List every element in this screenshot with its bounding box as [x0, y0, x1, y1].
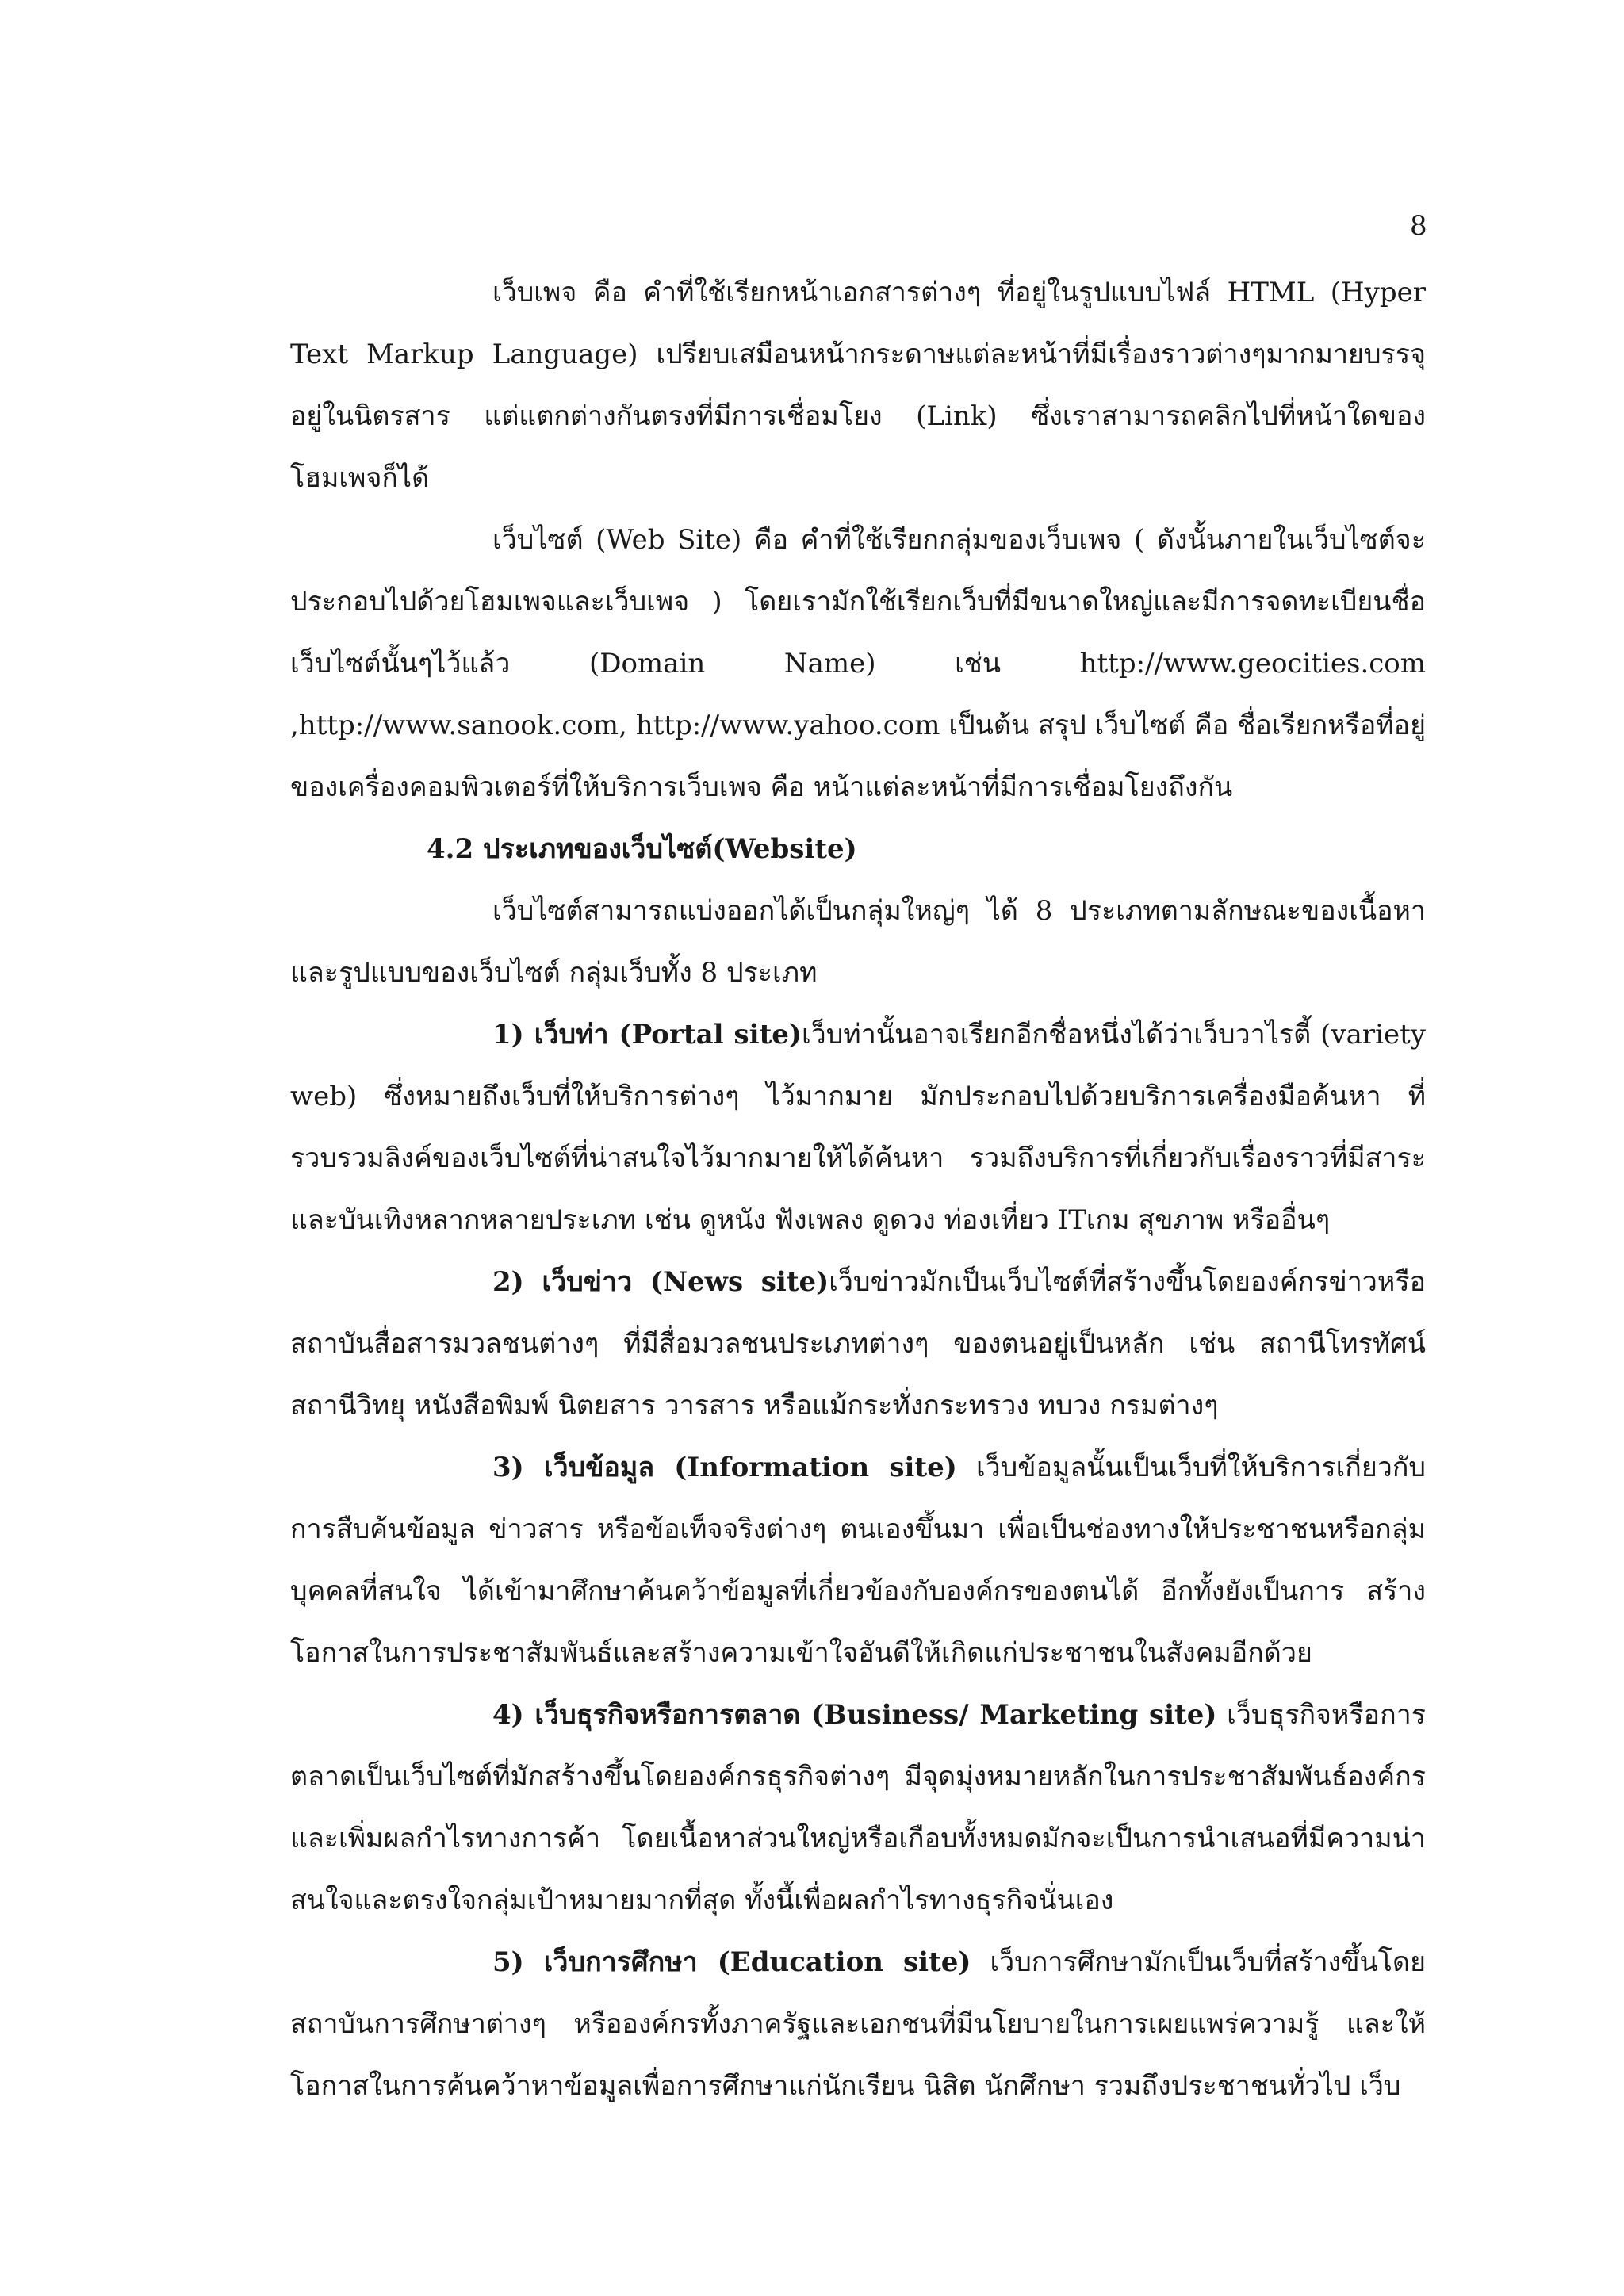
- page-number: 8: [1410, 210, 1427, 242]
- item-title: 2) เว็บข่าว (News site): [492, 1266, 829, 1298]
- paragraph-webpage-definition: เว็บเพจ คือ คำที่ใช้เรียกหน้าเอกสารต่างๆ ที่อยู่ในรูปแบบไฟล์ HTML (Hyper Text Markup Language) เปรียบเสมือนหน้ากระดาษแต่ละหน้าที่มีเรื่องราวต่างๆมากมายบรรจุอยู่ในนิตรสาร แต่แตกต่างกันตรงที่มีการเชื่อมโยง (Link) ซึ่งเราสามารถคลิกไปที่หน้าใดของโฮมเพจก็ได้: [290, 277, 1426, 494]
- paragraph-website-types-intro: เว็บไซต์สามารถแบ่งออกได้เป็นกลุ่มใหญ่ๆ ได้ 8 ประเภทตามลักษณะของเนื้อหาและรูปแบบของเว็บไซต์ กลุ่มเว็บทั้ง 8 ประเภท: [290, 895, 1426, 989]
- item-text: เว็บท่านั้นอาจเรียกอีกชื่อหนึ่งได้ว่าเว็บวาไรตี้ (variety web) ซึ่งหมายถึงเว็บที่ให้บริการต่างๆ ไว้มากมาย มักประกอบไปด้วยบริการเครื่องมือค้นหา ที่รวบรวมลิงค์ของเว็บไซต์ที่น่าสนใจไว้มากมายให้ได้ค้นหา รวมถึงบริการที่เกี่ยวกับเรื่องราวที่มีสาระและบันเทิงหลากหลายประเภท เช่น ดูหนัง ฟังเพลง ดูดวง ท่องเที่ยว ITเกม สุขภาพ หรืออื่นๆ: [290, 1019, 1426, 1236]
- list-item-portal-site: [290, 1004, 1426, 1251]
- item-text: เว็บข้อมูลนั้นเป็นเว็บที่ให้บริการเกี่ยวกับการสืบค้นข้อมูล ข่าวสาร หรือข้อเท็จจริงต่างๆ ตนเองขึ้นมา เพื่อเป็นช่องทางให้ประชาชนหรือกลุ่มบุคคลที่สนใจ ได้เข้ามาศึกษาค้นคว้าข้อมูลที่เกี่ยวข้องกับองค์กรของตนได้ อีกทั้งยังเป็นการ สร้างโอกาสในการประชาสัมพันธ์และสร้างความเข้าใจอันดีให้เกิดแก่ประชาชนในสังคมอีกด้วย: [290, 1452, 1426, 1669]
- list-item-information-site: [290, 1437, 1426, 1684]
- document-body: [290, 262, 1426, 2117]
- item-text: เว็บธุรกิจหรือการตลาดเป็นเว็บไซต์ที่มักสร้างขึ้นโดยองค์กรธุรกิจต่างๆ มีจุดมุ่งหมายหลักในการประชาสัมพันธ์องค์กรและเพิ่มผลกำไรทางการค้า โดยเนื้อหาส่วนใหญ่หรือเกือบทั้งหมดมักจะเป็นการนำเสนอที่มีความน่าสนใจและตรงใจกลุ่มเป้าหมายมากที่สุด ทั้งนี้เพื่อผลกำไรทางธุรกิจนั่นเอง: [290, 1699, 1427, 1916]
- item-text: เว็บข่าวมักเป็นเว็บไซต์ที่สร้างขึ้นโดยองค์กรข่าวหรือสถาบันสื่อสารมวลชนต่างๆ ที่มีสื่อมวลชนประเภทต่างๆ ของตนอยู่เป็นหลัก เช่น สถานีโทรทัศน์ สถานีวิทยุ หนังสือพิมพ์ นิตยสาร วารสาร หรือแม้กระทั่งกระทรวง ทบวง กรมต่างๆ: [290, 1266, 1426, 1422]
- list-item-business-site: [290, 1684, 1426, 1931]
- item-title: 3) เว็บข้อมูล (Information site): [492, 1452, 957, 1483]
- paragraph-website-definition: เว็บไซต์ (Web Site) คือ คำที่ใช้เรียกกลุ่มของเว็บเพจ ( ดังนั้นภายในเว็บไซต์จะประกอบไปด้วยโฮมเพจและเว็บเพจ ) โดยเรามักใช้เรียกเว็บที่มีขนาดใหญ่และมีการจดทะเบียนชื่อเว็บไซต์นั้นๆไว้แล้ว (Domain Name) เช่น http://www.geocities.com ,http://www.sanook.com, http://www.yahoo.com เป็นต้น สรุป เว็บไซต์ คือ ชื่อเรียกหรือที่อยู่ของเครื่องคอมพิวเตอร์ที่ให้บริการเว็บเพจ คือ หน้าแต่ละหน้าที่มีการเชื่อมโยงถึงกัน: [290, 524, 1426, 803]
- list-item-news-site: [290, 1251, 1426, 1437]
- item-title: 1) เว็บท่า (Portal site): [492, 1019, 802, 1050]
- section-heading-website-types: 4.2 ประเภทของเว็บไซต์(Website): [427, 833, 857, 865]
- item-text: เว็บการศึกษามักเป็นเว็บที่สร้างขึ้นโดยสถาบันการศึกษาต่างๆ หรือองค์กรทั้งภาครัฐและเอกชนที่มีนโยบายในการเผยแพร่ความรู้ และให้โอกาสในการค้นคว้าหาข้อมูลเพื่อการศึกษาแก่นักเรียน นิสิต นักศึกษา รวมถึงประชาชนทั่วไป เว็บ: [290, 1946, 1427, 2102]
- item-title: 5) เว็บการศึกษา (Education site): [492, 1946, 971, 1978]
- item-title: 4) เว็บธุรกิจหรือการตลาด (Business/ Marketing site): [492, 1699, 1217, 1731]
- list-item-education-site: [290, 1931, 1426, 2117]
